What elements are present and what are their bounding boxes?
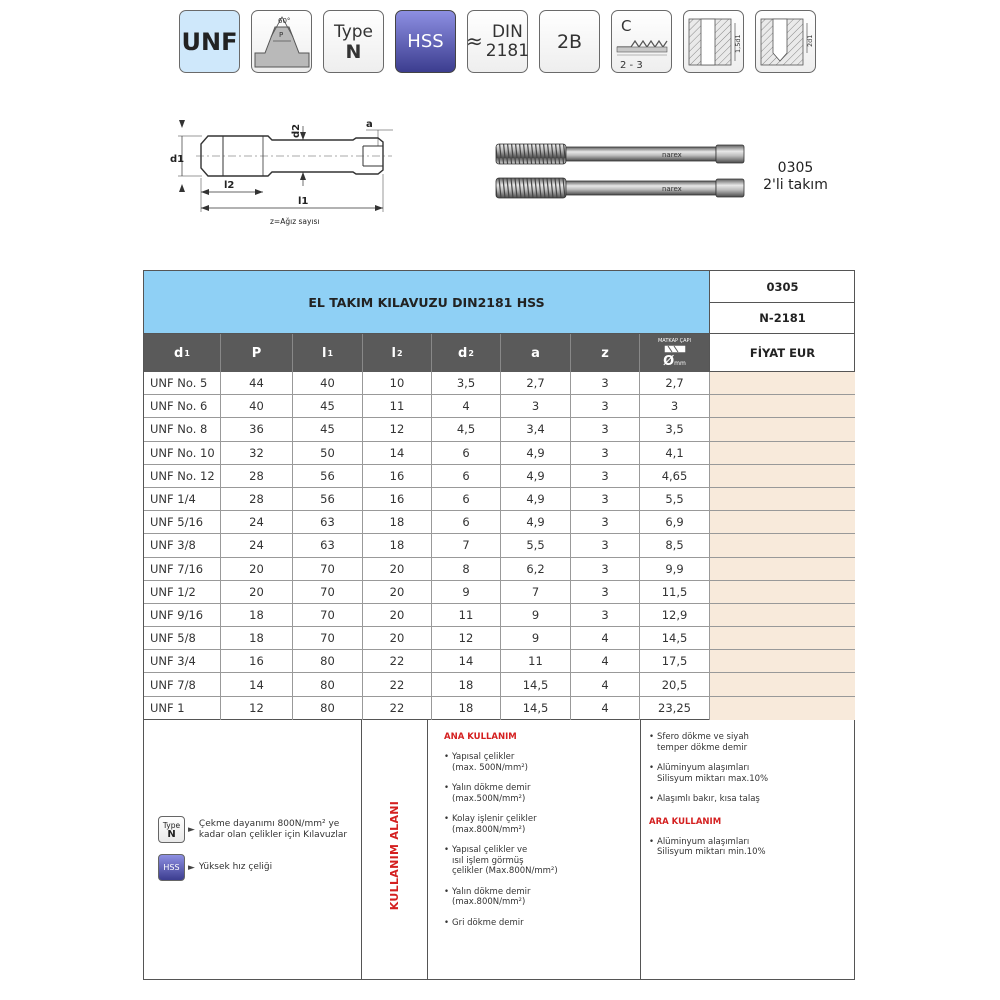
- col-header-drill: [640, 334, 710, 372]
- table-cell: 18: [363, 511, 432, 533]
- table-cell: 12: [363, 418, 432, 440]
- col-header-l1: l 1: [293, 334, 363, 372]
- table-cell: 3: [640, 395, 710, 417]
- din-label: DIN: [491, 21, 523, 42]
- product-set-label: [748, 160, 843, 194]
- price-cell: [710, 372, 855, 394]
- table-cell: 80: [293, 697, 363, 720]
- table-cell: UNF No. 6: [144, 395, 221, 417]
- table-cell: 16: [363, 465, 432, 487]
- usage-item: • Kolay işlenir çelikler (max.800N/mm²): [444, 814, 634, 835]
- table-cell: 6: [432, 442, 501, 464]
- product-set-count: 2'li takım: [763, 177, 828, 193]
- table-cell: 17,5: [640, 650, 710, 672]
- table-cell: 3: [501, 395, 571, 417]
- table-cell: 6: [432, 465, 501, 487]
- table-cell: 3: [571, 511, 640, 533]
- tap-type-word: Type: [333, 21, 374, 42]
- table-cell: 4,5: [432, 418, 501, 440]
- table-cell: 6: [432, 488, 501, 510]
- table-cell: 20,5: [640, 673, 710, 695]
- table-cell: 23,25: [640, 697, 710, 720]
- table-cell: 3: [571, 465, 640, 487]
- secondary-usage-list: [649, 837, 849, 858]
- price-cell: [710, 558, 855, 580]
- table-cell: 3: [571, 442, 640, 464]
- depth-label-2: 2d1: [805, 34, 814, 47]
- table-cell: 22: [363, 650, 432, 672]
- price-cell: [710, 604, 855, 626]
- legend-hss-text: Yüksek hız çeliği: [198, 862, 273, 872]
- depth-label-1: 1,5d1: [733, 33, 742, 53]
- table-row: [144, 697, 855, 720]
- table-cell: 50: [293, 442, 363, 464]
- table-cell: 18: [221, 604, 293, 626]
- table-cell: 4,9: [501, 488, 571, 510]
- table-row: [144, 465, 855, 488]
- drill-bit-icon: [664, 344, 686, 354]
- usage-vertical-column: [362, 720, 428, 979]
- table-cell: 20: [363, 558, 432, 580]
- table-cell: 4: [571, 627, 640, 649]
- legend-column: [144, 720, 362, 979]
- table-cell: 18: [221, 627, 293, 649]
- table-cell: 9: [501, 627, 571, 649]
- tolerance-badge: [539, 10, 600, 73]
- table-body: [144, 372, 855, 720]
- angle-label: 60°: [277, 16, 290, 25]
- table-cell: 20: [363, 604, 432, 626]
- table-cell: 14,5: [501, 697, 571, 720]
- table-cell: 22: [363, 697, 432, 720]
- table-cell: 80: [293, 650, 363, 672]
- product-code: 0305: [777, 160, 814, 176]
- table-cell: 36: [221, 418, 293, 440]
- table-cell: 4: [571, 650, 640, 672]
- legend-type-badge: Type N: [158, 816, 185, 843]
- table-standard-code: N-2181: [710, 303, 855, 334]
- chamfer-range: 2 - 3: [619, 59, 643, 71]
- table-cell: 3: [571, 488, 640, 510]
- usage-item: • Alaşımlı bakır, kısa talaş: [649, 794, 849, 805]
- table-cell: UNF 3/8: [144, 534, 221, 556]
- specification-table: [143, 270, 855, 720]
- usage-item: • Yapısal çelikler ve ısıl işlem görmüş çelikler (Max.800N/mm²): [444, 845, 634, 877]
- usage-item: • Yalın dökme demir (max.800N/mm²): [444, 887, 634, 908]
- table-row: [144, 488, 855, 511]
- blind-hole-depth-icon: [755, 10, 816, 73]
- table-cell: 11: [432, 604, 501, 626]
- brand-mark-1: narex: [662, 151, 682, 159]
- table-cell: 5,5: [640, 488, 710, 510]
- table-cell: 4: [571, 697, 640, 720]
- table-cell: 20: [221, 581, 293, 603]
- col-header-d1: d 1: [144, 334, 221, 372]
- price-header: FİYAT EUR: [710, 334, 855, 372]
- table-cell: 63: [293, 511, 363, 533]
- table-cell: 3,5: [432, 372, 501, 394]
- table-cell: 80: [293, 673, 363, 695]
- approx-icon: ≈: [465, 29, 483, 53]
- price-cell: [710, 511, 855, 533]
- table-cell: 5,5: [501, 534, 571, 556]
- col-header-l2: l 2: [363, 334, 432, 372]
- table-cell: 6: [432, 511, 501, 533]
- usage-item: • Alüminyum alaşımları Silisyum miktarı min.10%: [649, 837, 849, 858]
- table-cell: 4,9: [501, 511, 571, 533]
- price-cell: [710, 465, 855, 487]
- pitch-label: P: [278, 30, 283, 39]
- through-hole-depth-icon: [683, 10, 744, 73]
- table-cell: 6,2: [501, 558, 571, 580]
- table-row: [144, 673, 855, 696]
- table-row: [144, 442, 855, 465]
- drill-icon-unit: mm: [674, 359, 686, 367]
- other-usage-column: [641, 720, 855, 979]
- usage-item: • Yapısal çelikler (max. 500N/mm²): [444, 752, 634, 773]
- table-cell: 8: [432, 558, 501, 580]
- table-cell: 20: [221, 558, 293, 580]
- drill-icon-label: MATKAP ÇAPI: [657, 337, 692, 344]
- table-cell: 70: [293, 558, 363, 580]
- table-cell: 14,5: [640, 627, 710, 649]
- table-cell: 3: [571, 534, 640, 556]
- secondary-usage-title: ARA KULLANIM: [649, 816, 722, 827]
- main-usage-list: [444, 752, 634, 928]
- table-cell: 2,7: [501, 372, 571, 394]
- label-d2: d2: [291, 123, 302, 138]
- table-cell: 56: [293, 465, 363, 487]
- table-cell: 4: [432, 395, 501, 417]
- diameter-icon: Ø: [663, 353, 675, 369]
- table-row: [144, 395, 855, 418]
- table-cell: 20: [363, 581, 432, 603]
- table-cell: 14,5: [501, 673, 571, 695]
- table-cell: 11: [501, 650, 571, 672]
- price-cell: [710, 395, 855, 417]
- table-cell: 3: [571, 372, 640, 394]
- tap-technical-drawing: [168, 108, 400, 228]
- price-cell: [710, 627, 855, 649]
- flute-count-caption: z=Ağız sayısı: [270, 217, 320, 226]
- thread-profile-icon: [251, 10, 312, 73]
- table-row: [144, 627, 855, 650]
- table-cell: 7: [432, 534, 501, 556]
- label-a: a: [366, 119, 373, 130]
- main-usage-title: ANA KULLANIM: [444, 732, 517, 742]
- table-cell: UNF 3/4: [144, 650, 221, 672]
- table-cell: 14: [221, 673, 293, 695]
- table-cell: 18: [432, 673, 501, 695]
- table-cell: UNF 7/8: [144, 673, 221, 695]
- table-cell: 70: [293, 627, 363, 649]
- price-cell: [710, 488, 855, 510]
- table-cell: 22: [363, 673, 432, 695]
- table-cell: 4,9: [501, 465, 571, 487]
- table-cell: 70: [293, 581, 363, 603]
- table-cell: 9: [501, 604, 571, 626]
- table-cell: 12: [432, 627, 501, 649]
- table-cell: 32: [221, 442, 293, 464]
- table-cell: 8,5: [640, 534, 710, 556]
- table-cell: 70: [293, 604, 363, 626]
- usage-item: • Gri dökme demir: [444, 918, 634, 929]
- table-row: [144, 418, 855, 441]
- chamfer-icon: [611, 10, 672, 73]
- tap-set-photo: [490, 138, 750, 208]
- legend-type-n: [158, 816, 347, 843]
- table-cell: UNF No. 5: [144, 372, 221, 394]
- table-cell: 28: [221, 488, 293, 510]
- other-usage-list: [649, 732, 849, 805]
- table-cell: 3,5: [640, 418, 710, 440]
- table-cell: 9: [432, 581, 501, 603]
- table-cell: 20: [363, 627, 432, 649]
- price-cell: [710, 650, 855, 672]
- usage-item: • Alüminyum alaşımları Silisyum miktarı max.10%: [649, 763, 849, 784]
- brand-mark-2: narex: [662, 185, 682, 193]
- table-cell: 40: [221, 395, 293, 417]
- main-usage-column: [428, 720, 641, 979]
- label-l1: l1: [298, 196, 309, 207]
- tap-type-letter: N: [345, 40, 362, 63]
- table-header-row: [144, 334, 710, 372]
- table-row: [144, 372, 855, 395]
- table-cell: 63: [293, 534, 363, 556]
- material-hss-badge: [395, 10, 456, 73]
- din-standard-badge: [467, 10, 528, 73]
- table-cell: 12,9: [640, 604, 710, 626]
- table-row: [144, 581, 855, 604]
- table-cell: 2,7: [640, 372, 710, 394]
- label-d1: d1: [170, 154, 185, 165]
- table-cell: UNF 9/16: [144, 604, 221, 626]
- price-cell: [710, 697, 855, 720]
- table-cell: 6,9: [640, 511, 710, 533]
- table-cell: 14: [432, 650, 501, 672]
- table-row: [144, 650, 855, 673]
- table-cell: 3: [571, 581, 640, 603]
- col-header-z: z: [571, 334, 640, 372]
- table-cell: 4: [571, 673, 640, 695]
- table-cell: 7: [501, 581, 571, 603]
- table-cell: 3,4: [501, 418, 571, 440]
- col-header-a: a: [501, 334, 571, 372]
- table-cell: UNF 5/8: [144, 627, 221, 649]
- table-cell: 11,5: [640, 581, 710, 603]
- table-cell: 10: [363, 372, 432, 394]
- table-cell: UNF 1/2: [144, 581, 221, 603]
- price-cell: [710, 418, 855, 440]
- col-header-d2: d 2: [432, 334, 501, 372]
- arrow-right-icon: ►: [188, 862, 195, 873]
- info-section: [143, 720, 855, 980]
- table-cell: UNF No. 12: [144, 465, 221, 487]
- table-cell: 18: [432, 697, 501, 720]
- table-cell: 14: [363, 442, 432, 464]
- table-cell: 4,1: [640, 442, 710, 464]
- table-cell: 9,9: [640, 558, 710, 580]
- tap-type-badge: [323, 10, 384, 73]
- table-row: [144, 511, 855, 534]
- table-cell: 3: [571, 558, 640, 580]
- chamfer-letter: C: [620, 16, 631, 35]
- label-l2: l2: [224, 180, 235, 191]
- table-cell: 3: [571, 395, 640, 417]
- table-cell: 4,65: [640, 465, 710, 487]
- thread-standard-label: UNF: [181, 27, 238, 56]
- material-hss-label: HSS: [407, 31, 444, 52]
- usage-item: • Yalın dökme demir (max.500N/mm²): [444, 783, 634, 804]
- usage-item: • Sfero dökme ve siyah temper dökme demir: [649, 732, 849, 753]
- table-cell: UNF 5/16: [144, 511, 221, 533]
- legend-hss: [158, 854, 272, 881]
- price-cell: [710, 673, 855, 695]
- table-cell: 45: [293, 395, 363, 417]
- din-number: 2181: [485, 40, 530, 61]
- table-cell: 16: [221, 650, 293, 672]
- arrow-right-icon: ►: [188, 824, 195, 835]
- table-cell: UNF 1: [144, 697, 221, 720]
- table-row: [144, 558, 855, 581]
- table-cell: 56: [293, 488, 363, 510]
- table-cell: UNF No. 10: [144, 442, 221, 464]
- col-header-pitch: P: [221, 334, 293, 372]
- table-cell: 28: [221, 465, 293, 487]
- table-row: [144, 534, 855, 557]
- table-cell: UNF No. 8: [144, 418, 221, 440]
- legend-hss-badge: HSS: [158, 854, 185, 881]
- table-cell: 24: [221, 534, 293, 556]
- tolerance-label: 2B: [556, 30, 583, 53]
- table-cell: 24: [221, 511, 293, 533]
- table-product-code: 0305: [710, 271, 855, 303]
- table-cell: 4,9: [501, 442, 571, 464]
- table-cell: 40: [293, 372, 363, 394]
- table-cell: 16: [363, 488, 432, 510]
- table-cell: 11: [363, 395, 432, 417]
- price-cell: [710, 442, 855, 464]
- table-cell: 45: [293, 418, 363, 440]
- legend-type-text: Çekme dayanımı 800N/mm² ye kadar olan çelikler için Kılavuzlar: [198, 818, 348, 840]
- table-title: EL TAKIM KILAVUZU DIN2181 HSS: [144, 271, 710, 334]
- price-cell: [710, 581, 855, 603]
- table-cell: 12: [221, 697, 293, 720]
- table-cell: UNF 1/4: [144, 488, 221, 510]
- price-cell: [710, 534, 855, 556]
- table-cell: 3: [571, 418, 640, 440]
- table-row: [144, 604, 855, 627]
- table-cell: 18: [363, 534, 432, 556]
- usage-vertical-title: KULLANIM ALANI: [388, 800, 402, 910]
- table-cell: 44: [221, 372, 293, 394]
- table-cell: 3: [571, 604, 640, 626]
- table-cell: UNF 7/16: [144, 558, 221, 580]
- thread-standard-badge: [179, 10, 240, 73]
- feature-icon-row: [179, 10, 821, 74]
